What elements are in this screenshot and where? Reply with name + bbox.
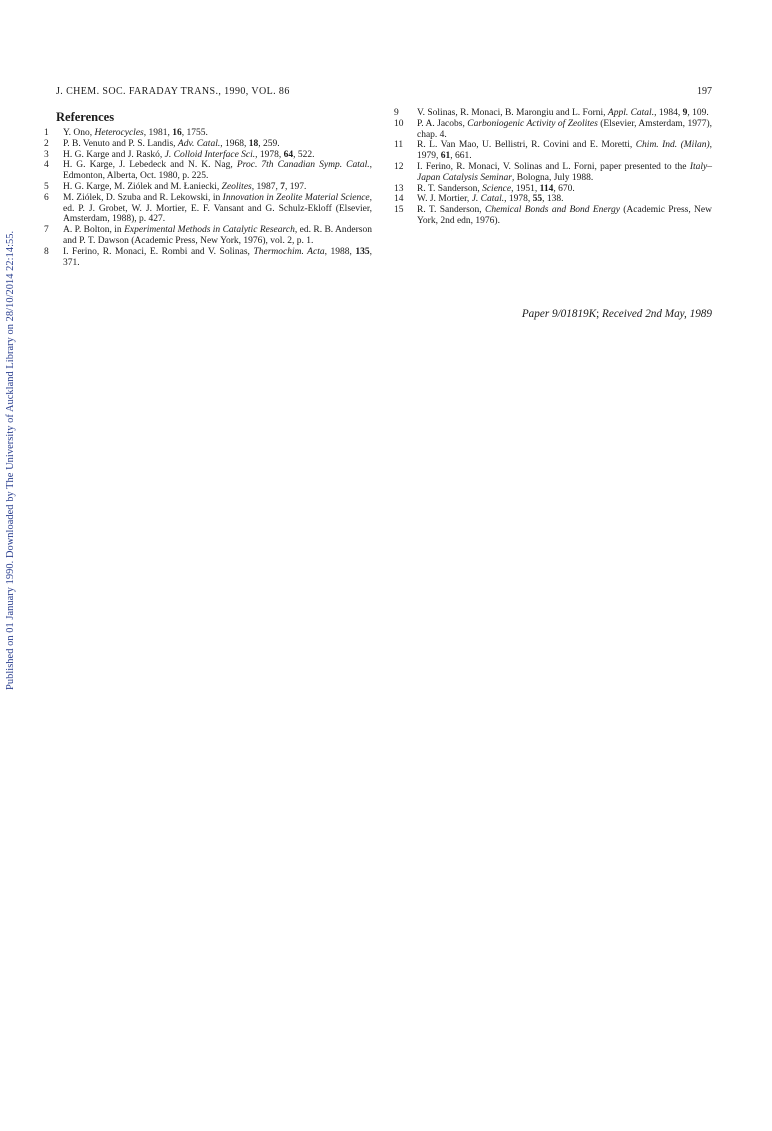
- reference-title: Thermochim. Acta: [253, 246, 325, 257]
- reference-title: Carboniogenic Activity of Zeolites: [467, 118, 598, 129]
- reference-item: [40, 193, 372, 225]
- reference-volume: 7: [280, 181, 285, 192]
- download-watermark-text: Published on 01 January 1990. Downloaded by The University of Auckland Library on 28/10/2014 22:14:55.: [5, 230, 16, 690]
- reference-volume: 9: [682, 108, 688, 118]
- reference-segment: (Elsevier, Amsterdam, 1977), chap. 4.: [417, 118, 712, 140]
- reference-segment: I. Ferino, R. Monaci, V. Solinas and L. Forni, paper presented to the: [417, 161, 690, 172]
- reference-segment: V. Solinas, R. Monaci, B. Marongiu and L. Forni,: [417, 108, 608, 118]
- reference-text: [63, 225, 372, 247]
- reference-title: J. Catal.: [471, 194, 505, 205]
- download-watermark: [4, 200, 18, 700]
- reference-segment: I. Ferino, R. Monaci, E. Rombi and V. Solinas,: [63, 246, 254, 257]
- reference-segment: H. G. Karge, J. Lebedeck and N. K. Nag,: [63, 160, 237, 171]
- reference-segment: , 661.: [450, 151, 472, 162]
- references-column-right: [390, 108, 712, 227]
- reference-title: J. Colloid Interface Sci.: [164, 149, 256, 160]
- reference-text: [63, 182, 372, 193]
- reference-item: [390, 194, 712, 205]
- reference-number: 8: [44, 246, 49, 257]
- reference-title: Appl. Catal.: [607, 108, 655, 118]
- reference-segment: , 109.: [687, 108, 709, 118]
- reference-title: Adv. Catal.: [177, 138, 221, 149]
- references-column-left: [40, 128, 372, 268]
- reference-segment: , 670.: [553, 183, 575, 194]
- reference-number: 14: [394, 194, 404, 205]
- paper-note-separator: ;: [596, 308, 603, 320]
- reference-title: Zeolites: [221, 181, 252, 192]
- reference-number: 13: [394, 183, 404, 194]
- reference-segment: H. G. Karge, M. Ziólek and M. Łaniecki,: [63, 181, 222, 192]
- reference-number: 2: [44, 138, 49, 149]
- reference-item: [390, 184, 712, 195]
- reference-item: [40, 225, 372, 247]
- reference-segment: (Academic Press, New York, 2nd edn, 1976).: [417, 205, 712, 226]
- reference-title: Chim. Ind. (Milan): [635, 140, 710, 151]
- reference-segment: P. B. Venuto and P. S. Landis,: [63, 138, 178, 149]
- reference-volume: 18: [248, 138, 259, 149]
- reference-segment: A. P. Bolton, in: [63, 225, 125, 236]
- running-head: [56, 86, 712, 100]
- reference-number: 4: [44, 160, 49, 171]
- reference-text: [417, 205, 712, 227]
- reference-segment: Y. Ono,: [63, 128, 95, 138]
- reference-number: 3: [44, 149, 49, 160]
- reference-text: [63, 160, 372, 182]
- reference-segment: H. G. Karge and J. Raskó,: [63, 149, 165, 160]
- reference-segment: , 1988,: [324, 246, 356, 257]
- reference-segment: , 371.: [63, 246, 373, 268]
- reference-text: [417, 119, 712, 141]
- reference-segment: , 1951,: [511, 183, 540, 194]
- reference-number: 10: [394, 118, 404, 129]
- reference-segment: M. Ziólek, D. Szuba and R. Lekowski, in: [63, 192, 223, 203]
- reference-number: 7: [44, 225, 49, 236]
- reference-segment: , 1968,: [220, 138, 249, 149]
- reference-title: Proc. 7th Canadian Symp. Catal.: [236, 160, 370, 171]
- reference-segment: , 1984,: [654, 108, 683, 118]
- reference-segment: P. A. Jacobs,: [417, 118, 468, 129]
- reference-item: [40, 139, 372, 150]
- reference-title: Heterocycles: [94, 128, 144, 138]
- reference-item: [390, 205, 712, 227]
- reference-volume: 16: [172, 128, 182, 138]
- reference-title: Innovation in Zeolite Material Science: [222, 192, 370, 203]
- reference-volume: 114: [539, 183, 554, 194]
- reference-text: [417, 162, 712, 184]
- reference-title: Science: [482, 183, 512, 194]
- reference-segment: R. L. Van Mao, U. Bellistri, R. Covini and E. Moretti,: [417, 140, 636, 151]
- reference-segment: , ed. P. J. Grobet, W. J. Mortier, E. F. Vansant and G. Schulz-Ekloff (Elsevier, Amsterdam, 1988), p. 427.: [63, 192, 373, 225]
- reference-segment: R. T. Sanderson,: [417, 183, 483, 194]
- reference-text: [63, 193, 372, 225]
- reference-segment: , 1981,: [143, 128, 173, 138]
- reference-item: [390, 162, 712, 184]
- page-number: 197: [697, 86, 712, 97]
- reference-title: Italy–Japan Catalysis Seminar: [417, 161, 712, 183]
- reference-item: [40, 247, 372, 269]
- reference-segment: , Edmonton, Alberta, Oct. 1980, p. 225.: [63, 160, 372, 182]
- reference-text: [417, 140, 712, 162]
- reference-text: [417, 184, 712, 195]
- reference-text: [417, 194, 712, 205]
- reference-segment: , 1987,: [251, 181, 281, 192]
- reference-segment: , 1978,: [255, 149, 284, 160]
- reference-segment: , 522.: [293, 149, 315, 160]
- reference-item: [40, 128, 372, 139]
- reference-title: Experimental Methods in Catalytic Research: [124, 225, 295, 236]
- paper-id: Paper 9/01819K: [521, 308, 597, 320]
- received-date: Received 2nd May, 1989: [602, 308, 712, 320]
- reference-number: 5: [44, 181, 49, 192]
- reference-number: 6: [44, 192, 49, 203]
- reference-number: 11: [394, 140, 404, 151]
- reference-segment: , ed. R. B. Anderson and P. T. Dawson (Academic Press, New York, 1976), vol. 2, p. 1.: [63, 225, 372, 246]
- reference-item: [390, 119, 712, 141]
- reference-text: [63, 139, 372, 150]
- reference-title: Chemical Bonds and Bond Energy: [485, 205, 620, 216]
- reference-segment: , 1979,: [417, 140, 712, 162]
- reference-volume: 64: [283, 149, 294, 160]
- reference-segment: , 138.: [542, 194, 564, 205]
- reference-segment: R. T. Sanderson,: [417, 205, 485, 216]
- reference-item: [390, 108, 712, 119]
- paper-received-note: [490, 308, 712, 320]
- reference-text: [63, 150, 372, 161]
- reference-volume: 55: [532, 194, 543, 205]
- reference-item: [40, 160, 372, 182]
- reference-number: 1: [44, 128, 49, 138]
- journal-citation: J. CHEM. SOC. FARADAY TRANS., 1990, VOL. 86: [56, 86, 290, 97]
- reference-item: [40, 150, 372, 161]
- reference-segment: , 259.: [258, 138, 280, 149]
- reference-volume: 135: [355, 246, 370, 257]
- reference-segment: , Bologna, July 1988.: [512, 172, 594, 183]
- reference-segment: , 1978,: [504, 194, 533, 205]
- reference-text: [63, 128, 372, 139]
- reference-segment: , 197.: [285, 181, 307, 192]
- reference-segment: W. J. Mortier,: [417, 194, 472, 205]
- reference-number: 12: [394, 161, 404, 172]
- reference-number: 15: [394, 205, 404, 216]
- reference-number: 9: [394, 108, 399, 118]
- reference-text: [417, 108, 712, 119]
- reference-volume: 61: [440, 151, 451, 162]
- reference-item: [40, 182, 372, 193]
- reference-item: [390, 140, 712, 162]
- references-heading: References: [56, 110, 115, 124]
- reference-text: [63, 247, 372, 269]
- reference-segment: , 1755.: [181, 128, 208, 138]
